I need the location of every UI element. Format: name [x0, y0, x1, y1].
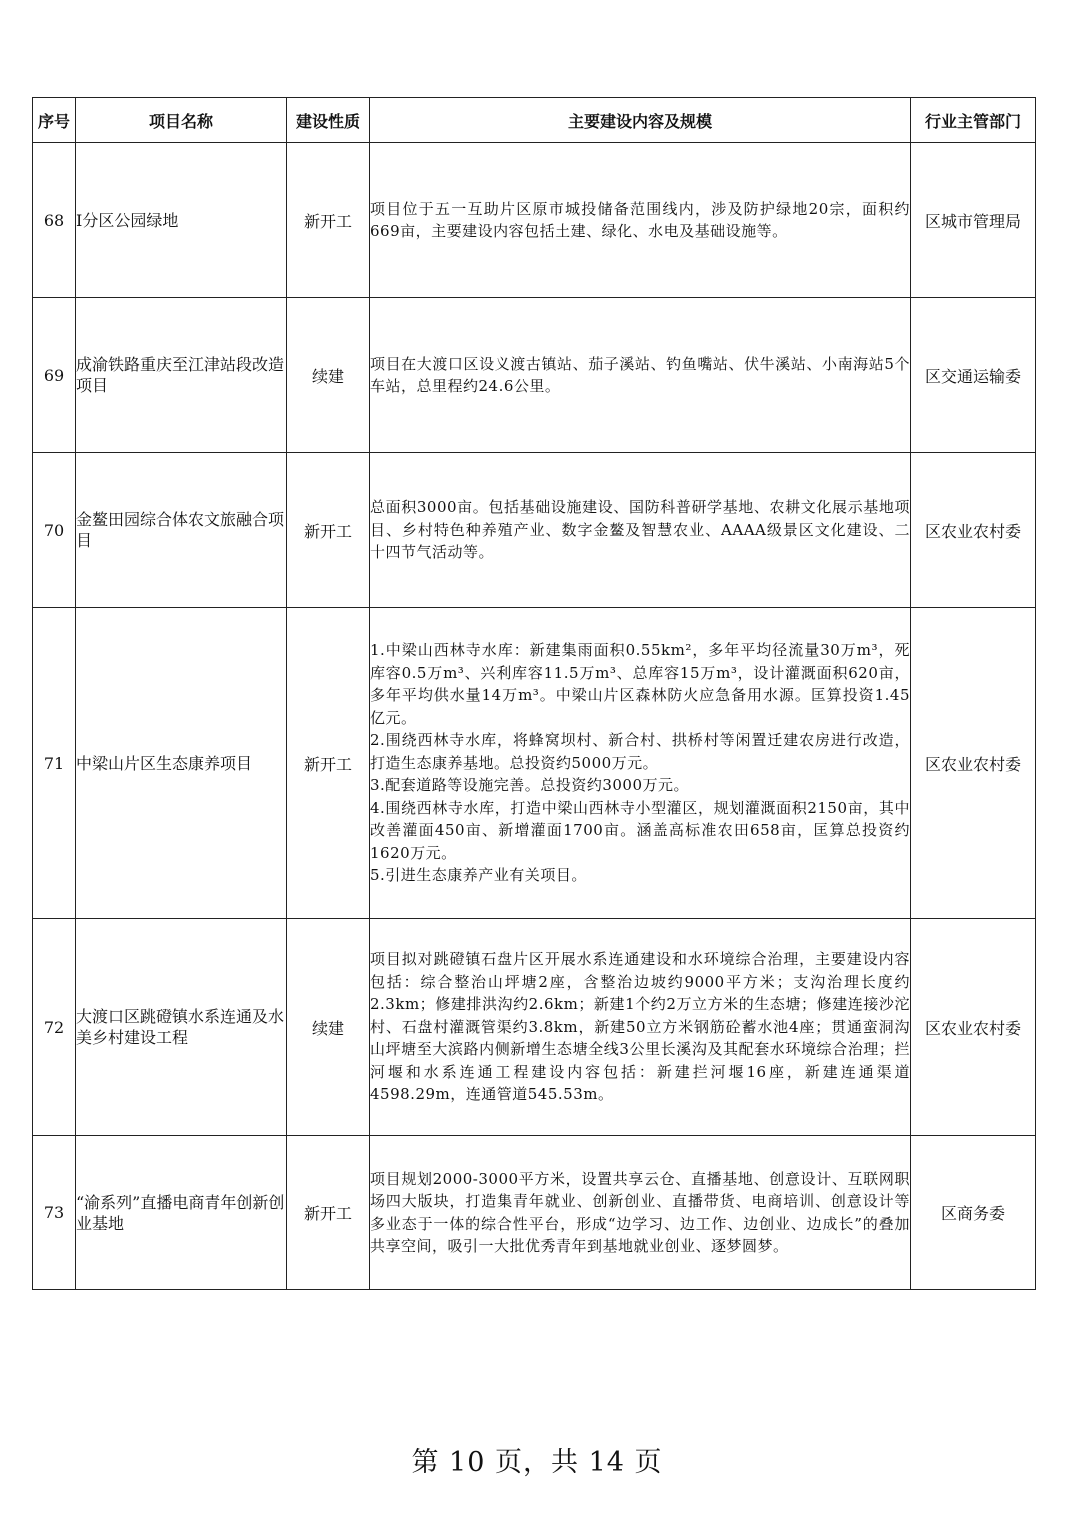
content-paragraph: 1.中梁山西林寺水库：新建集雨面积0.55km²，多年平均径流量30万m³，死库容0.5万m³、兴利库容11.5万m³、总库容15万m³，设计灌溉面积620亩，多年平均供水量14万m³。中梁山片区森林防火应急备用水源。匡算投资1.45亿元。 — [370, 641, 910, 727]
row-project-name: 大渡口区跳磴镇水系连通及水美乡村建设工程 — [76, 919, 287, 1136]
row-dept: 区农业农村委 — [911, 453, 1036, 608]
content-paragraph: 项目拟对跳磴镇石盘片区开展水系连通建设和水环境综合治理，主要建设内容包括：综合整治山坪塘2座，含整治边坡约9000平方米；支沟治理长度约2.3km；修建排洪沟约2.6km；新建1个约2万立方米的生态塘；修建连接沙沱村、石盘村灌溉管渠约3.8km，新建50立方米钢筋砼蓄水池4座；贯通蛮洞沟山坪塘至大滨路内侧新增生态塘全线3公里长溪沟及其配套水环境综合治理；拦河堰和水系连通工程建设内容包括：新建拦河堰16座，新建连通渠道4598.29m，连通管道545.53m。 — [370, 950, 910, 1104]
row-nature: 续建 — [287, 919, 370, 1136]
content-paragraph: 项目在大渡口区设义渡古镇站、茄子溪站、钓鱼嘴站、伏牛溪站、小南海站5个车站，总里程约24.6公里。 — [370, 354, 910, 395]
row-nature: 续建 — [287, 298, 370, 453]
header-no: 序号 — [33, 98, 76, 143]
row-content — [370, 143, 911, 298]
page-number: 第 10 页，共 14 页 — [411, 1447, 663, 1478]
row-content — [370, 608, 911, 919]
content-paragraph: 总面积3000亩。包括基础设施建设、国防科普研学基地、农耕文化展示基地项目、乡村特色种养殖产业、数字金鳌及智慧农业、AAAA级景区文化建设、二十四节气活动等。 — [370, 498, 910, 562]
row-dept: 区农业农村委 — [911, 919, 1036, 1136]
header-content: 主要建设内容及规模 — [370, 98, 911, 143]
content-paragraph: 4.围绕西林寺水库，打造中梁山西林寺小型灌区，规划灌溉面积2150亩，其中改善灌面450亩、新增灌面1700亩。涵盖高标准农田658亩，匡算总投资约1620万元。 — [370, 798, 910, 862]
table-row — [33, 143, 1036, 298]
content-paragraph: 2.围绕西林寺水库，将蜂窝坝村、新合村、拱桥村等闲置迁建农房进行改造，打造生态康养基地。总投资约5000万元。 — [370, 731, 910, 772]
table-header-row — [33, 98, 1036, 143]
row-nature: 新开工 — [287, 143, 370, 298]
header-name: 项目名称 — [76, 98, 287, 143]
content-paragraph: 项目位于五一互助片区原市城投储备范围线内，涉及防护绿地20宗，面积约669亩，主要建设内容包括土建、绿化、水电及基础设施等。 — [370, 199, 910, 240]
row-no: 69 — [33, 298, 76, 453]
row-dept: 区交通运输委 — [911, 298, 1036, 453]
row-project-name: I分区公园绿地 — [76, 143, 287, 298]
row-dept: 区城市管理局 — [911, 143, 1036, 298]
table-row — [33, 608, 1036, 919]
content-paragraph: 5.引进生态康养产业有关项目。 — [370, 866, 587, 885]
row-no: 72 — [33, 919, 76, 1136]
row-no: 73 — [33, 1136, 76, 1290]
row-nature: 新开工 — [287, 608, 370, 919]
row-no: 71 — [33, 608, 76, 919]
row-content — [370, 919, 911, 1136]
header-dept: 行业主管部门 — [911, 98, 1036, 143]
table-row — [33, 298, 1036, 453]
row-project-name: 成渝铁路重庆至江津站段改造项目 — [76, 298, 287, 453]
row-nature: 新开工 — [287, 453, 370, 608]
row-no: 70 — [33, 453, 76, 608]
row-project-name: “渝系列”直播电商青年创新创业基地 — [76, 1136, 287, 1290]
row-content — [370, 1136, 911, 1290]
row-project-name: 金鳌田园综合体农文旅融合项目 — [76, 453, 287, 608]
row-project-name: 中梁山片区生态康养项目 — [76, 608, 287, 919]
content-paragraph: 项目规划2000-3000平方米，设置共享云仓、直播基地、创意设计、互联网职场四大版块，打造集青年就业、创新创业、直播带货、电商培训、创意设计等多业态于一体的综合性平台，形成“边学习、边工作、边创业、边成长”的叠加共享空间，吸引一大批优秀青年到基地就业创业、逐梦圆梦。 — [370, 1169, 910, 1255]
table-row — [33, 919, 1036, 1136]
table-row — [33, 1136, 1036, 1290]
row-dept: 区农业农村委 — [911, 608, 1036, 919]
row-no: 68 — [33, 143, 76, 298]
table-row — [33, 453, 1036, 608]
project-table — [32, 97, 1036, 1290]
content-paragraph: 3.配套道路等设施完善。总投资约3000万元。 — [370, 776, 689, 795]
row-nature: 新开工 — [287, 1136, 370, 1290]
row-dept: 区商务委 — [911, 1136, 1036, 1290]
row-content — [370, 453, 911, 608]
row-content — [370, 298, 911, 453]
header-nature: 建设性质 — [287, 98, 370, 143]
